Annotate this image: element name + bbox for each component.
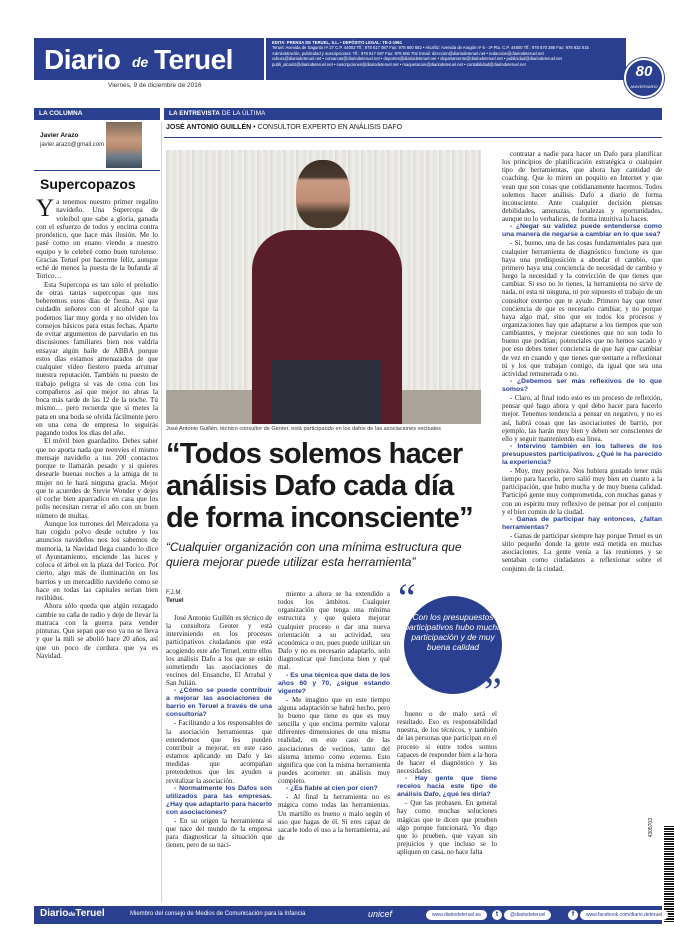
anniversary-badge xyxy=(624,58,664,98)
interview-answer: - Ganas de participar siempre hay porque Teruel es un sitio pequeño donde la gente está metida en muchas asociaciones. La gente venía a las reuniones y se sentaban como ciudadanos a reflexionar sobre el conjunto de la ciudad. xyxy=(502,531,662,573)
interview-answer: José Antonio Guillén es técnico de la consultora Geoter y está interviniendo en los procesos participativos ciudadanos que está acogiendo este año Teruel, entre ellos los análisis Dafo a los que se están sometiendo las asociaciones de vecinos del Ensanche, El Arrabal y San Julián. xyxy=(166,614,272,688)
column-paragraph: El móvil bien guardadito. Debes saber que no aporta nada que reenvíes el mismo mensaje navideño a tus 200 contactos porque te llamarán pesado y si quieres desearle buenas noches a la amiga de tu mujer no le hará ninguna gracia. Mejor que te acuerdes de Stevie Wonder y dejes el coche bien aparcadico en casa que los polis necesitan cerrar el año con un buen número de multas. xyxy=(36,437,158,520)
twitter-icon: t xyxy=(492,910,502,920)
interview-headline: “Todos solemos hacer análisis Dafo cada día de forma inconsciente” xyxy=(166,438,473,534)
interview-question: - ¿Es fiable al cien por cien? xyxy=(286,785,378,793)
interview-answer: - Claro, al final todo esto es un proceso de reflexión, pensar qué hago ahora y qué debo hacer para hacerlo mejor. Tenemos tendencia a pensar en negativo, y no es así, habrá cosas que las asociaciones de barrio, por ejemplo, las harán muy bien y deben ser conscientes de ello y seguir manteniendo esa línea. xyxy=(502,394,662,443)
unicef-logo: unicef xyxy=(368,909,393,919)
section-label-column: LA COLUMNA xyxy=(39,110,83,117)
anniversary-number: 80 xyxy=(635,63,653,80)
contact-line-emails-2: publi_alcaniz@diariodeteruel.net • suscripciones@diariodeteruel.net • maquetacion@diariodeteruel.net • contabilidad@diariodeteruel.net xyxy=(272,61,526,67)
footer-bar xyxy=(34,906,662,924)
interview-subheadline: “Cualquier organización con una mínima estructura que quiera mejorar puede utilizar esta herramienta” xyxy=(166,540,462,569)
footer-facebook-link[interactable]: www.facebook.com/diario.deteruel xyxy=(580,910,668,920)
column-paragraph: Ahora sólo queda que algún rezagado cambie su caña de radio y deje de llevar la matraca con la guerra para vender pinturas. Que sepan que eso ya no se lleva y que la mili se abolió hace 20 años, así que un poco de cordura que ya es Navidad. xyxy=(36,602,158,660)
interview-answer: - Facilitando a los responsables de la asociación herramientas que entendemos que les pueden contribuir a mejorar, en este caso estamos aplicando un Dafo y las medidas que acompañan pretendemos que les ayuden a revitalizar la asociación. xyxy=(166,719,272,785)
anniversary-text: ANIVERSARIO xyxy=(630,84,658,89)
byline xyxy=(166,590,184,605)
footer-membership-text: Miembro del consejo de Medios de Comunicación para la Infancia xyxy=(130,911,306,917)
pull-quote xyxy=(398,575,504,714)
photo-person-legs xyxy=(272,360,382,424)
pull-quote-close-mark: ” xyxy=(484,669,502,714)
footer-twitter-link[interactable]: @diariodeteruel xyxy=(504,910,551,920)
interview-text-column-1 xyxy=(166,614,272,896)
column-dropcap: Y xyxy=(36,198,55,222)
pull-quote-open-mark: “ xyxy=(398,575,416,620)
interview-answer: contratar a nadie para hacer un Dafo para planificar los principios de planificación estratégica o cualquier tipo de herramientas, que ahora hay cantidad de coaching. Que lo miren un poquito en Internet y que vean que son cosas que cotidianamente hacemos. Todos solemos hacer análisis Dafo a diario de forma inconsciente. Ante cualquier decisión piensas debilidades, amenazas, fortalezas y oportunidades, aunque no lo verbalices, de forma intuitiva lo haces. xyxy=(502,150,662,224)
pull-quote-circle: Con los presupuestos participativos hubo mucha participación y de muy buena calidad xyxy=(404,596,502,694)
column-paragraph: Esta Supercopa es tan sólo el preludio de otras tantas supercopas que nos beberemos estos días de fiesta. Así que cuidadín señores con el alcohol que la podemos liar muy gorda y no olviden los consejos básicos para estas fechas. Aparte de evitar argumentos de parvulario en tus discusiones familiares bien nos valdría ensayar algún baile de ABBA porque estos días estamos amenazados de que cualquier vídeo fiestero pueda arruinar nuestra reputación. También tu puesto de trabajo peligra si vas de cena con los compañeros así que mejor no abras la boca más tarde de las 12 de la noche. Tú mismo… pero recuerda que si metes la pata en una boda se olvida fácilmente pero en una cena de empresa lo seguirás pagando todos los días del año. xyxy=(36,280,158,437)
interview-subject xyxy=(166,124,402,131)
interview-subject-name: JOSÉ ANTONIO GUILLÉN xyxy=(166,124,252,131)
interview-text-column-3 xyxy=(397,710,497,896)
column-author-name: Javier Arazo xyxy=(40,132,79,139)
contact-line-admin: Administración, publicidad y suscripciones: Tlf.: 978 617 087 Fax: 978 606 702 Email: direccion@diariodeteruel.net • redaccion@diariodeteruel.net xyxy=(272,50,544,56)
facebook-icon: f xyxy=(568,910,578,920)
interview-question: - Intervino también en los talleres de los presupuestos participativos. ¿Qué le ha parecido la experiencia? xyxy=(502,443,662,466)
interview-question: - ¿Debemos ser más reflexivos de lo que somos? xyxy=(502,378,662,394)
masthead xyxy=(0,0,674,98)
barcode xyxy=(664,826,674,922)
column-title: Supercopazos xyxy=(40,176,136,192)
section-bar-interview xyxy=(164,108,662,120)
photo-person-head xyxy=(296,160,350,228)
newspaper-logo[interactable] xyxy=(34,38,264,80)
logo-word-teruel: Teruel xyxy=(154,44,233,75)
footer-logo[interactable]: DiariodeTeruel xyxy=(40,908,105,919)
section-label-interview: LA ENTREVISTA xyxy=(169,110,220,117)
column-author-email[interactable]: javier.arazo@gmail.com xyxy=(40,142,105,148)
barcode-number: 4305703 xyxy=(648,818,654,838)
photo-caption: José Antonio Guillén, técnico consultor de Geoter, está participando en los dafos de las asociaciones vecinales xyxy=(166,426,441,432)
interview-answer: bueno o de malo será el resultado. Eso es responsabilidad nuestra, de los técnicos, y también de las personas que participan en el proceso si entre todos somos capaces de responder bien a la hora de hacer el diagnóstico y las necesidades. xyxy=(397,710,497,776)
byline-initials: F.J.M. xyxy=(166,590,182,596)
publisher-contact-box xyxy=(266,38,626,80)
section-label-interview-rest: DE LA ÚLTIMA xyxy=(219,110,266,117)
interview-question: - ¿Cómo se puede contribuir a mejorar las asociaciones de barrio en Teruel a través de una consultoría? xyxy=(166,687,272,719)
byline-place: Teruel xyxy=(166,597,184,604)
logo-word-diario: Diario xyxy=(44,44,121,75)
interview-text-column-4 xyxy=(502,150,662,896)
column-paragraph: Ya tenemos nuestro primer regalito navideño. Una Supercopa de voleibol que sabe a gloria, ganada con el esfuerzo de todos y encima contra pronóstico, que hace más ilusión. Me lo pasé como un enano viendo a nuestro equipo y le celebré como buen turolense. Gracias Teruel por hacerme feliz, aunque eché de menos la puesta de la bufanda al Torico… xyxy=(36,198,158,281)
column-divider xyxy=(34,170,160,171)
column-author-block xyxy=(40,122,160,168)
interview-question: - Normalmente los Dafos son utilizados para las empresas. ¿Hay que adaptarlo para hacerlo con asociaciones? xyxy=(166,784,272,816)
interview-answer: miento a ahora se ha extendido a todos los ámbitos. Cualquier organización que tenga una mínima estructura y que quiera mejorar cualquier proceso o dar una nueva orientación a su actividad, sea económica o no, pues puede utilizar un Dafo y no es necesario adaptarlo, solo diagnosticar qué funciona bien y qué mal. xyxy=(278,590,390,672)
logo-word-de: de xyxy=(132,54,149,70)
column-author-photo xyxy=(106,122,142,168)
column-body xyxy=(36,198,158,898)
contact-line-publisher: EDITA: PRENSA DE TERUEL, S.L. • DEPÓSITO LEGAL: TE-2-1961 xyxy=(272,40,403,45)
interview-question: - ¿Negar su validez puede entenderse como una manera de negarse a cambiar en lo que sea? xyxy=(502,223,662,239)
interview-answer: - Al final la herramienta no es mágica como todas las herramientas. Un martillo es bueno o malo según el uso que hagas de él. Si eres capaz de sacarle todo el uso a la herramienta, así de xyxy=(278,793,390,843)
column-separator xyxy=(161,122,162,902)
interview-photo xyxy=(166,150,481,424)
interview-answer: - Muy, muy positiva. Nos hubiera gustado tener más tiempo para hacerlo, pero salió muy bien en cuanto a la participación, que hubo mucha y de muy buena calidad. Participó gente muy comprometida, con muchas ganas y con un espíritu muy reflexivo de pensar por el conjunto y el bien común de la ciudad. xyxy=(502,467,662,516)
interview-question: - Hay gente que tiene recelos hacia este tipo de análisis Dafo, ¿qué les diría? xyxy=(397,775,497,799)
interview-subject-role: • CONSULTOR EXPERTO EN ANÁLISIS DAFO xyxy=(251,124,403,131)
interview-answer: - En su origen la herramienta sí que nace del mundo de la empresa para diagnosticar la situación que tienen, pero de su naci- xyxy=(166,816,272,850)
interview-answer: - Me imagino que en este tiempo alguna adaptación se habrá hecho, pero lo bueno que tiene es que es muy sencilla y que encima permite valorar diferentes dimensiones de una misma realidad, en este caso de las asociaciones de vecinos, tanto del sistema interno como externo. Esto significa que con la misma herramienta puedes acometer un análisis muy completo. xyxy=(278,695,390,786)
issue-date: Viernes, 9 de diciembre de 2016 xyxy=(108,82,202,89)
interview-question: - Es una técnica que data de los años 60 y 70, ¿sigue estando vigente? xyxy=(278,671,390,695)
contact-line-emails-1: cultura@diariodeteruel.net • comarcas@diariodeteruel.net • deportes@diariodeteruel.net • departamento@diariodeteruel.net • publicidad@diariodeteruel.net xyxy=(272,56,562,62)
footer-website-link[interactable]: www.diariodeteruel.es xyxy=(426,910,487,920)
contact-line-addresses: Teruel: Avenida de Sagunto nº 27 C.P. 44002 Tlf.: 978 617 087 Fax: 978 600 682 • Alcañiz: Avenida de Aragón nº 6 - 3ª Pta. C.P. 44600 Tlf.: 978 870 386 Fax: 978 832 515 xyxy=(272,45,589,51)
interview-answer: - Sí, bueno, una de las cosas fundamentales para que cualquier herramienta de diagnóstico funcione es que haya una predisposición a abordar el cambio, que primero haya una conciencia de necesidad de cambio y luego la necesidad y la convicción de que tienes que cambiar. Si eso no lo tienes, la herramienta no sirve de nada, ni esta ni ninguna, ni por supuesto el trabajo de un consultor externo que te ayude. Primero hay que tener conciencia de que es necesario cambiar, y no porque haya algo mal, sino que en todos los procesos y organizaciones hay que adaptarse a los tiempos que son cambiantes, y mejorar cuestiones que no son todo lo bueno que podrían; potenciales que no hemos sacado y por eso debes tener conciencia de que hay que cambiar de vez en cuando y que tienes que sentarte a reflexionar tú y los que trabajan contigo, da igual que sea una actividad remunerada o no. xyxy=(502,239,662,378)
interview-answer: - Que las probasen. En general hay como muchas soluciones mágicas que te dicen que prueben algo porque funcionará. Yo digo que lo prueben, que vayan sin prejuicios y que incluso se lo apliquen en casa, no hace falta xyxy=(397,799,497,857)
section-bar-column xyxy=(34,108,160,120)
interview-text-column-2 xyxy=(278,590,390,896)
interview-subject-divider xyxy=(164,137,662,138)
column-paragraph: Aunque los turrones del Mercadona ya han cogido polvo desde octubre y los anuncios navideños nos los sabemos de memoria, la Navidad llega cuando lo dice el Ayuntamiento, enciende las luces y coloca el árbol en la plaza del Torico. Por cierto, algo más de iluminación en los barrios y un mercadillo navideño como se hace en todas las capitales serían bien recibidos. xyxy=(36,519,158,602)
interview-question: - Ganas de participar hay entonces, ¿faltan herramientas? xyxy=(502,515,662,531)
